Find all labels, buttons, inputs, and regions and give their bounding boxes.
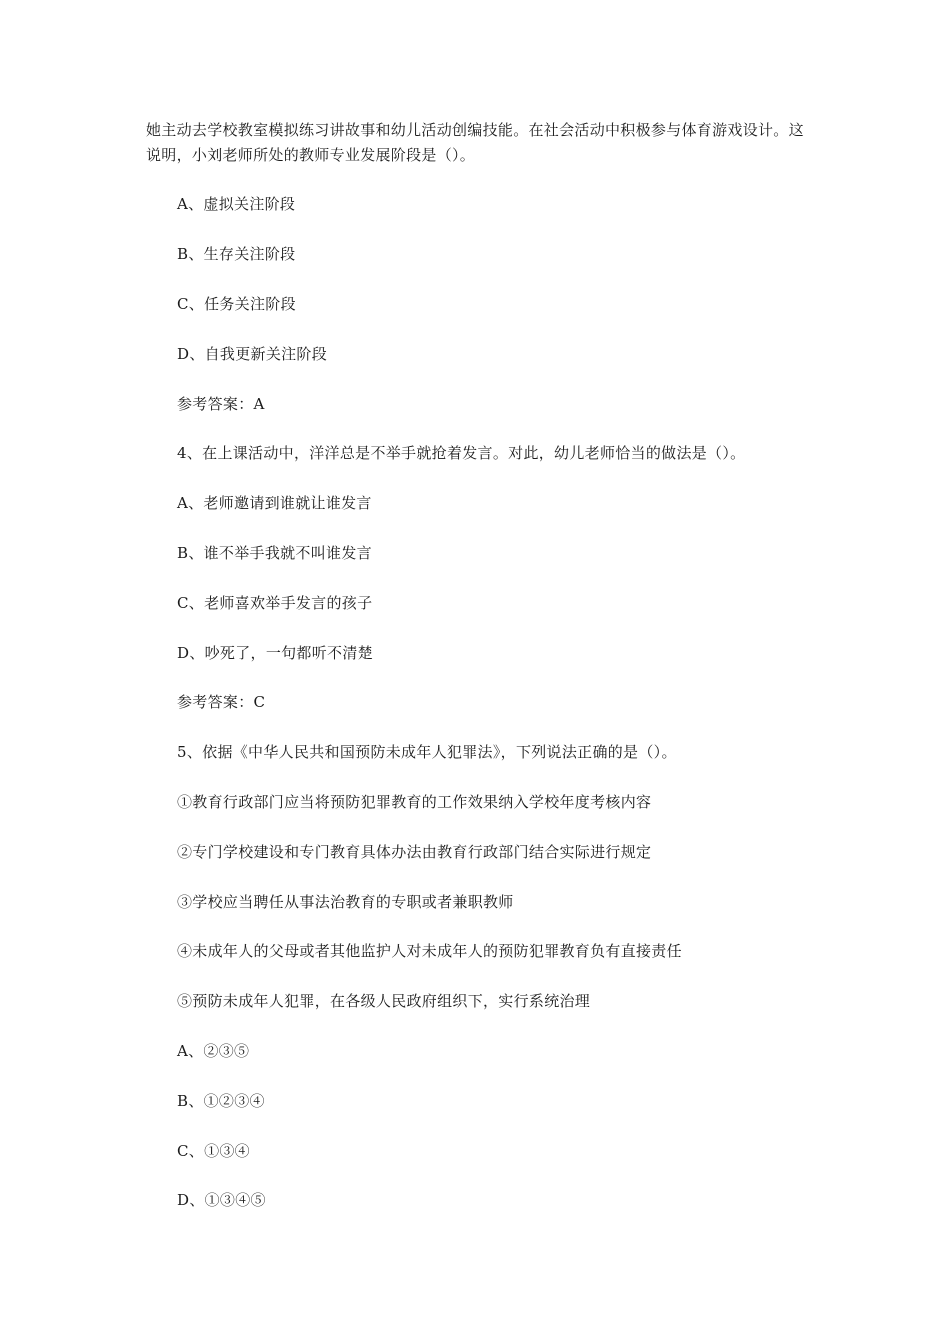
- q4-option-b: B、谁不举手我就不叫谁发言: [177, 544, 372, 562]
- q4-option-d: D、吵死了，一句都听不清楚: [177, 644, 373, 662]
- question-3-stem-continuation: 她主动去学校教室模拟练习讲故事和幼儿活动创编技能。在社会活动中积极参与体育游戏设计。这说明，小刘老师所处的教师专业发展阶段是（）。: [146, 121, 804, 164]
- q5-statement-4: ④未成年人的父母或者其他监护人对未成年人的预防犯罪教育负有直接责任: [177, 942, 682, 960]
- q5-statement-5: ⑤预防未成年人犯罪，在各级人民政府组织下，实行系统治理: [177, 992, 591, 1010]
- q3-option-c: C、任务关注阶段: [177, 295, 296, 313]
- q4-option-c: C、老师喜欢举手发言的孩子: [177, 594, 373, 612]
- q5-statement-1: ①教育行政部门应当将预防犯罪教育的工作效果纳入学校年度考核内容: [177, 793, 652, 811]
- q5-option-a: A、②③⑤: [177, 1042, 250, 1060]
- q4-option-a: A、老师邀请到谁就让谁发言: [177, 494, 372, 512]
- q5-option-b: B、①②③④: [177, 1092, 265, 1110]
- q5-statement-3: ③学校应当聘任从事法治教育的专职或者兼职教师: [177, 893, 514, 911]
- q4-answer: 参考答案：C: [177, 693, 266, 711]
- q5-option-d: D、①③④⑤: [177, 1191, 266, 1209]
- q5-statement-2: ②专门学校建设和专门教育具体办法由教育行政部门结合实际进行规定: [177, 843, 652, 861]
- q5-question: 5、依据《中华人民共和国预防未成年人犯罪法》，下列说法正确的是（）。: [177, 743, 677, 761]
- q4-question: 4、在上课活动中，洋洋总是不举手就抢着发言。对此，幼儿老师恰当的做法是（）。: [177, 444, 746, 462]
- q3-option-b: B、生存关注阶段: [177, 245, 296, 263]
- q3-answer: 参考答案：A: [177, 395, 265, 413]
- q3-option-a: A、虚拟关注阶段: [177, 195, 296, 213]
- q3-option-d: D、自我更新关注阶段: [177, 345, 328, 363]
- q5-option-c: C、①③④: [177, 1142, 250, 1160]
